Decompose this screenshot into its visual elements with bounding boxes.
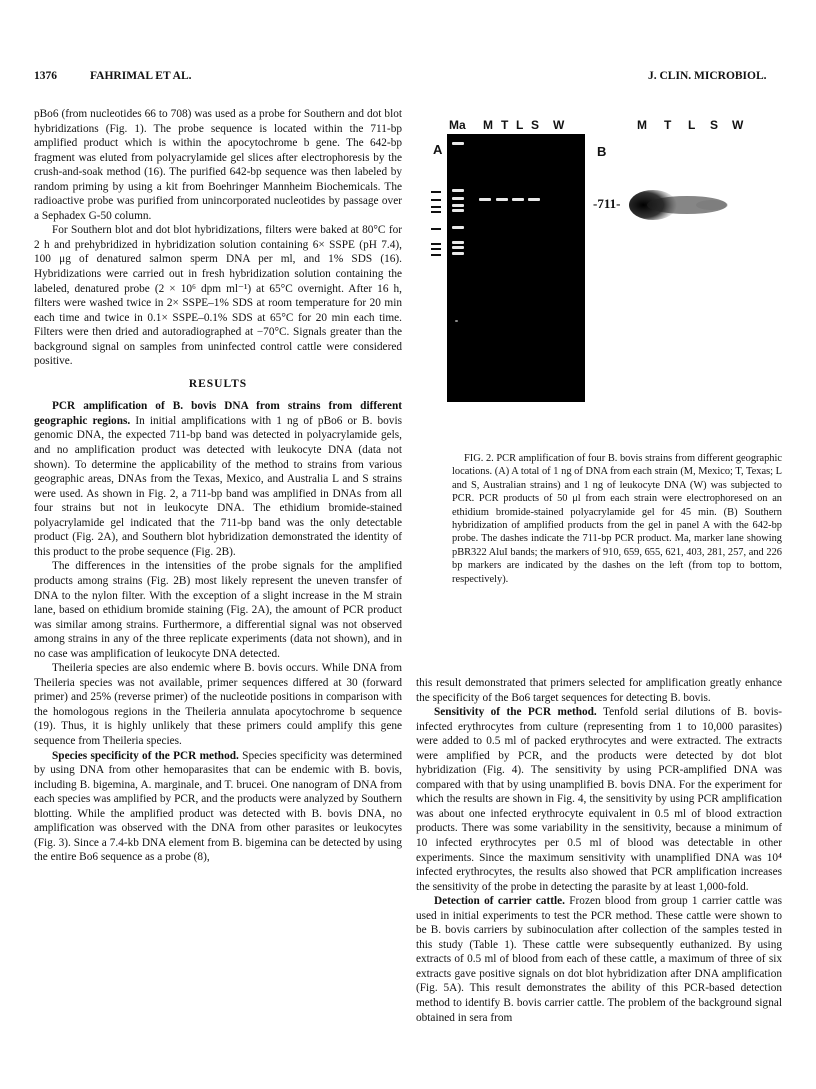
lane-label: S [531, 118, 540, 132]
paragraph: pBo6 (from nucleotides 66 to 708) was used as a probe for Southern and dot blot hybridizations (Fig. 1). The probe sequence is located within the 711-bp amplified product which is within the apocytochrome b gene. The 642-bp fragment was eluted from polyacrylamide gel slices after electrophoresis by the crush-and-soak method (16). The purified 642-bp sequence was then labeled by random priming by using a kit from Boehringer Mannheim Biochemicals. The radioactive probe was purified from unincorporated nucleotides by passage over a Sephadex G-50 column. [34, 108, 402, 222]
paragraph: For Southern blot and dot blot hybridizations, filters were baked at 80°C for 2 h and prehybridized in hybridization solution containing 6× SSPE (pH 7.4), 100 μg of denatured salmon sperm DNA per ml, and 1% SDS (16). Hybridizations were carried out in fresh hybridization solution containing the labeled, denatured probe (2 × 10⁶ dpm ml⁻¹) at 65°C overnight. After 16 h, filters were washed twice in 2× SSPE–1% SDS at room temperature for 20 min each time and twice in 0.1× SSPE–0.1% SDS at 65°C for 20 min each time. Filters were then dried and autoradiographed at −70°C. Signals greater than the background signal on samples from uninfected control cattle were considered positive. [34, 224, 402, 368]
subsection-title: Detection of carrier cattle. [434, 895, 565, 908]
gel-image-panel-a [433, 134, 585, 402]
lane-label: T [501, 118, 509, 132]
sample-band [496, 198, 508, 201]
subsection-title: Sensitivity of the PCR method. [434, 706, 597, 719]
dash [431, 199, 441, 201]
panel-label-a: A [433, 142, 443, 157]
subsection-title: Species specificity of the PCR method. [52, 749, 239, 762]
lane-label: Ma [449, 118, 466, 132]
marker-band [452, 197, 464, 200]
sample-band [512, 198, 524, 201]
marker-band [452, 204, 464, 207]
lane-label: M [483, 118, 493, 132]
caption-text [452, 452, 782, 586]
sample-band [479, 198, 491, 201]
paragraph [34, 749, 402, 865]
marker-band [452, 209, 464, 212]
running-header [0, 70, 816, 90]
southern-blot-signal [627, 180, 737, 230]
paragraph-text: In initial amplifications with 1 ng of pBo6 or B. bovis genomic DNA, the expected 711-bp band was detected in polyacrylamide gels, and no amplification product was detected with leukocyte DNA (data not shown). To determine the applicability of the method to strains from various geographic areas, DNAs from the Texas, Mexico, and Australia L and S strains were used. As shown in Fig. 2, a 711-bp band was amplified in DNAs from all four strains but not in leukocyte DNA. The ethidium bromide-stained polyacrylamide gel indicated that the 711-bp band was the only detectable product (Fig. 2A), and Southern blot hybridization demonstrated the identity of this product to the probe sequence (Fig. 2B). [34, 414, 402, 558]
paragraph: The differences in the intensities of the probe signals for the amplified products among strains (Fig. 2B) most likely represent the uneven transfer of DNA to the nylon filter. With the exception of a slight increase in the M strain lane, based on ethidium bromide staining (Fig. 2A), the amount of PCR product was similar among strains. Furthermore, a differential signal was not observed among strains in any of the three replicate experiments (data not shown), and in no case was amplification of leukocyte DNA detected. [34, 560, 402, 660]
caption-title: FIG. 2. [464, 453, 494, 464]
marker-band [452, 246, 464, 249]
lane-label: M [637, 118, 647, 132]
marker-band [452, 226, 464, 229]
running-authors: FAHRIMAL ET AL. [90, 70, 192, 82]
dash [431, 248, 441, 250]
sample-band [528, 198, 540, 201]
lane-label: L [516, 118, 524, 132]
marker-band [452, 252, 464, 255]
paragraph [416, 894, 782, 1025]
paragraph [416, 705, 782, 894]
paragraph: this result demonstrated that primers selected for amplification greatly enhance the specificity of the Bo6 target sequences for detecting B. bovis. [416, 677, 782, 704]
right-column [416, 676, 782, 1025]
lane-label: S [710, 118, 719, 132]
dash [431, 254, 441, 256]
journal-name: J. CLIN. MICROBIOL. [648, 70, 767, 82]
paragraph-text: Tenfold serial dilutions of B. bovis-infected erythrocytes from culture (representing from 1 to 10,000 parasites) were added to 0.5 ml of packed erythrocytes and were extracted. The extracts were amplified by PCR, and the products were detected by dot blot hybridization (Fig. 4). The sensitivity by using PCR-amplified DNA was compared with that by using unamplified B. bovis DNA. For the experiment for which the results are shown in Fig. 4, the sensitivity by using PCR amplification was about one infected erythrocyte equivalent in 0.5 ml of blood extraction products. There was some variability in the sensitivity, because a minimum of 10 infected erythrocytes per 0.5 ml of blood was detectable in other experiments. Since the maximum sensitivity with unamplified DNA was 10⁴ infected erythrocytes, the results also showed that PCR amplification increases the sensitivity of the probe in detecting the parasite by at least 1,000-fold. [416, 706, 783, 893]
paragraph-text: Frozen blood from group 1 carrier cattle was used in initial experiments to test the PCR method. These cattle were shown to be B. bovis carriers by subinoculation after collection of the samples tested in this study (Table 1). These cattle were subsequently euthanized. By using extracts of 0.5 ml of blood from each of these cattle, a maximum of three of six extracts gave positive signals on dot blot hybridization after DNA amplification (Fig. 5A). This result demonstrates the ability of this PCR-based detection method to identify B. bovis carrier cattle. The problem of the background signal obtained in sera from [416, 895, 782, 1024]
left-column [34, 107, 402, 865]
marker-band [452, 241, 464, 244]
band-size-label: -711- [593, 196, 621, 211]
paragraph [34, 399, 402, 559]
subsection-title: PCR amplification of B. bovis DNA from strains from different geographic regions. [34, 400, 402, 427]
paragraph-text: Species specificity was determined by using DNA from other hemoparasites that can be endemic with B. bovis, including B. bigemina, A. marginale, and T. brucei. One nanogram of DNA from each species was amplified by PCR, and the products were analyzed by Southern blotting. While the amplified product was detected with B. bovis DNA, no amplification was observed with the DNA from other parasites or leukocytes (Fig. 3). Since a 7.4-kb DNA element from B. bigemina can be detected by using the entire Bo6 sequence as a probe (8), [34, 749, 402, 864]
figure-2 [433, 112, 782, 402]
paragraph: Theileria species are also endemic where B. bovis occurs. While DNA from Theileria species was not available, primer sequences differed at 30 (forward primer) and 25% (reverse primer) of the nucleotide positions in comparison with the homologous regions in the Theileria annulata apocytochrome b sequence (19). Thus, it is highly unlikely that these primers could amplify this gene sequence from Theileria species. [34, 662, 402, 747]
marker-band [452, 142, 464, 145]
marker-band [452, 189, 464, 192]
lane-label: W [732, 118, 744, 132]
figure-caption [452, 452, 782, 586]
panel-label-b: B [597, 144, 607, 159]
page-number: 1376 [34, 70, 57, 82]
lane-label: T [664, 118, 672, 132]
dash [431, 243, 441, 245]
dash [431, 206, 441, 208]
dash [431, 191, 441, 193]
dash [431, 211, 441, 213]
section-heading-results: RESULTS [188, 377, 248, 390]
dash [431, 228, 441, 230]
artifact-speck [455, 320, 458, 322]
caption-body: PCR amplification of four B. bovis strains from different geographic locations. (A) A total of 1 ng of DNA from each strain (M, Mexico; T, Texas; L and S, Australian strains) and 1 ng of leukocyte DNA (W) was subjected to PCR. PCR products of 50 μl from each strain were electrophoresed on an ethidium bromide-stained polyacrylamide gel for 45 min. (B) Southern hybridization of amplified products from the gel in panel A with the 642-bp probe. The dashes indicate the 711-bp PCR product. Ma, marker lane showing pBR322 AluI bands; the markers of 910, 659, 655, 621, 403, 281, 257, and 226 bp markers are indicated by the dashes on the left (from top to bottom, respectively). [452, 453, 782, 585]
lane-label: W [553, 118, 565, 132]
blot-fade [696, 200, 728, 210]
lane-label: L [688, 118, 696, 132]
